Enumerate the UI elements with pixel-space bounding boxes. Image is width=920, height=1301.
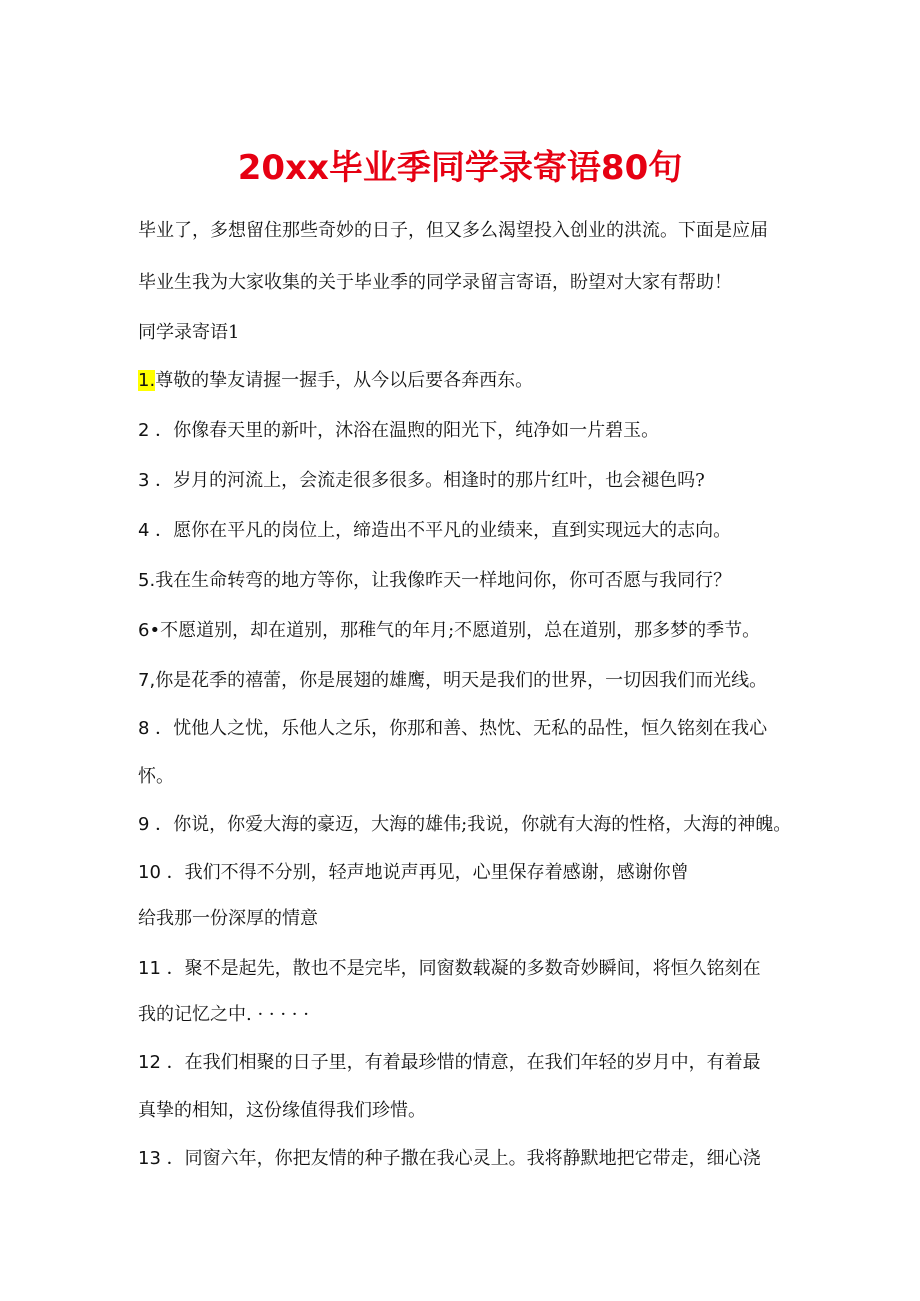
item-number: 1. [138, 370, 156, 391]
list-item [138, 468, 705, 494]
list-item [138, 668, 767, 694]
item-text: 你是花季的禧蕾，你是展翅的雄鹰，明天是我们的世界，一切因我们而光线。 [155, 670, 768, 691]
list-item [138, 812, 791, 838]
list-item [138, 1050, 761, 1076]
item-text: 我们不得不分别，轻声地说声再见，心里保存着感谢，感谢你曾 [184, 862, 689, 883]
item-number: 12 ． [138, 1052, 185, 1073]
item-number: 13 ． [138, 1148, 185, 1169]
item-number: 8 ． [138, 718, 174, 739]
document-title: 20xx毕业季同学录寄语80句 [237, 148, 683, 188]
item-number: 11 ． [138, 958, 185, 979]
list-item [138, 518, 731, 544]
item-text: 聚不是起先，散也不是完毕，同窗数载凝的多数奇妙瞬间，将恒久铭刻在 [184, 958, 761, 979]
list-item [138, 1146, 761, 1172]
item-text: 忧他人之忧，乐他人之乐，你那和善、热忱、无私的品性，恒久铭刻在我心 [173, 718, 768, 739]
item-text: 你像春天里的新叶，沐浴在温煦的阳光下，纯净如一片碧玉。 [173, 420, 660, 441]
intro-line-1: 毕业了，多想留住那些奇妙的日子，但又多么渴望投入创业的洪流。下面是应届 [138, 220, 768, 241]
list-item [138, 418, 659, 444]
item-text: 愿你在平凡的岗位上，缔造出不平凡的业绩来，直到实现远大的志向。 [173, 520, 732, 541]
list-item [138, 716, 767, 742]
list-item-continuation: 真挚的相知，这份缘值得我们珍惜。 [138, 1100, 426, 1121]
item-number: 6• [138, 620, 161, 641]
item-number: 3 ． [138, 470, 174, 491]
list-item [138, 368, 533, 394]
item-text: 同窗六年，你把友情的种子撒在我心灵上。我将静默地把它带走，细心浇 [184, 1148, 761, 1169]
list-item-continuation: 怀。 [138, 766, 174, 787]
item-text: 在我们相聚的日子里，有着最珍惜的情意，在我们年轻的岁月中，有着最 [184, 1052, 761, 1073]
item-number: 5. [138, 570, 156, 591]
item-number: 9 ． [138, 814, 174, 835]
item-number: 4 ． [138, 520, 174, 541]
item-text: 我在生命转弯的地方等你，让我像昨天一样地问你，你可否愿与我同行？ [155, 570, 732, 591]
list-item-continuation: 我的记忆之中. · · · · · [138, 1004, 309, 1025]
item-text: 不愿道别，却在道别，那稚气的年月;不愿道别，总在道别，那多梦的季节。 [160, 620, 761, 641]
section-heading: 同学录寄语1 [138, 322, 240, 343]
item-text: 尊敬的挚友请握一握手，从今以后要各奔西东。 [155, 370, 534, 391]
item-text: 岁月的河流上，会流走很多很多。相逢时的那片红叶，也会褪色吗? [173, 470, 705, 491]
item-number: 7, [138, 670, 156, 691]
item-number: 10 ． [138, 862, 185, 883]
list-item [138, 568, 731, 594]
list-item [138, 618, 760, 644]
list-item [138, 956, 761, 982]
intro-line-2: 毕业生我为大家收集的关于毕业季的同学录留言寄语，盼望对大家有帮助！ [138, 272, 732, 293]
list-item-continuation: 给我那一份深厚的情意 [138, 908, 318, 929]
item-number: 2 ． [138, 420, 174, 441]
item-text: 你说，你爱大海的豪迈，大海的雄伟;我说，你就有大海的性格，大海的神魄。 [173, 814, 792, 835]
list-item [138, 860, 689, 886]
